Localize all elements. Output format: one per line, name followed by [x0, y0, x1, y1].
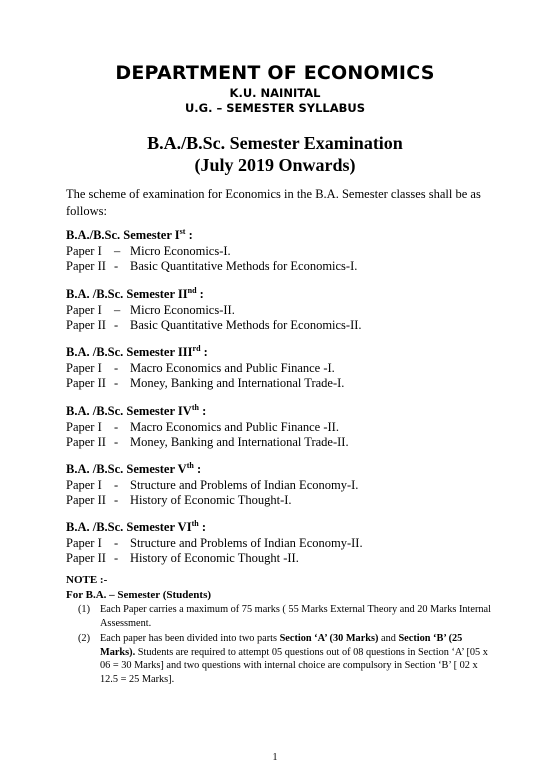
- department-title: DEPARTMENT OF ECONOMICS: [115, 62, 435, 84]
- note-item-number: (1): [78, 604, 91, 615]
- note-title: NOTE :-: [66, 574, 108, 586]
- semester-block-6: [66, 519, 506, 566]
- paper-dash: –: [114, 244, 121, 258]
- note-item-1: [78, 603, 498, 630]
- paper-label: Paper II: [66, 493, 106, 507]
- semester-heading: B.A. /B.Sc. Semester VIth :: [66, 519, 206, 534]
- paper-label: Paper II: [66, 551, 106, 565]
- paper-dash: -: [114, 420, 119, 434]
- paper-row: [66, 420, 506, 435]
- paper-title: History of Economic Thought -II.: [130, 551, 299, 565]
- semester-heading: B.A. /B.Sc. Semester IInd :: [66, 286, 204, 301]
- paper-label: Paper I: [66, 244, 102, 258]
- paper-label: Paper I: [66, 478, 102, 492]
- paper-label: Paper II: [66, 435, 106, 449]
- paper-row: [66, 551, 506, 566]
- note-item-text: Each Paper carries a maximum of 75 marks ( 55 Marks External Theory and 20 Marks Internal Assessment.: [100, 604, 491, 629]
- paper-dash: -: [114, 478, 119, 492]
- paper-row: [66, 376, 506, 391]
- paper-dash: -: [114, 551, 119, 565]
- paper-label: Paper I: [66, 303, 102, 317]
- paper-title: Micro Economics-II.: [130, 303, 235, 317]
- paper-title: Structure and Problems of Indian Economy-I.: [130, 478, 359, 492]
- paper-row: [66, 361, 506, 376]
- paper-label: Paper I: [66, 361, 102, 375]
- paper-label: Paper II: [66, 376, 106, 390]
- exam-period: (July 2019 Onwards): [194, 155, 356, 175]
- section-b-label: Section ‘B’ (25 Marks).: [100, 633, 463, 658]
- semester-block-5: [66, 461, 506, 508]
- paper-label: Paper II: [66, 318, 106, 332]
- paper-dash: -: [114, 493, 119, 507]
- semester-block-4: [66, 403, 506, 450]
- note-item-number: (2): [78, 633, 91, 644]
- paper-title: Structure and Problems of Indian Economy-II.: [130, 536, 363, 550]
- paper-label: Paper II: [66, 259, 106, 273]
- semester-block-3: [66, 344, 506, 391]
- university-name: K.U. NAINITAL: [229, 86, 321, 100]
- semester-heading: B.A. /B.Sc. Semester Vth :: [66, 461, 202, 476]
- section-a-label: Section ‘A’ (30 Marks): [279, 633, 379, 644]
- semester-heading: B.A./B.Sc. Semester Ist :: [66, 227, 193, 242]
- paper-dash: -: [114, 318, 119, 332]
- paper-dash: -: [114, 259, 119, 273]
- paper-title: Basic Quantitative Methods for Economics-II.: [130, 318, 362, 332]
- syllabus-subtitle: U.G. – SEMESTER SYLLABUS: [184, 101, 366, 115]
- paper-title: Macro Economics and Public Finance -II.: [130, 420, 339, 434]
- paper-dash: –: [114, 303, 121, 317]
- paper-dash: -: [114, 435, 119, 449]
- note-item-2: [78, 632, 498, 686]
- paper-dash: -: [114, 536, 119, 550]
- paper-title: History of Economic Thought-I.: [130, 493, 292, 507]
- paper-row: [66, 259, 506, 274]
- paper-row: [66, 303, 506, 318]
- paper-row: [66, 244, 506, 259]
- paper-title: Money, Banking and International Trade-I.: [130, 376, 345, 390]
- paper-dash: -: [114, 361, 119, 375]
- paper-title: Micro Economics-I.: [130, 244, 231, 258]
- semester-heading: B.A. /B.Sc. Semester IIIrd :: [66, 344, 208, 359]
- paper-label: Paper I: [66, 536, 102, 550]
- paper-row: [66, 493, 506, 508]
- semester-heading: B.A. /B.Sc. Semester IVth :: [66, 403, 207, 418]
- paper-row: [66, 435, 506, 450]
- paper-dash: -: [114, 376, 119, 390]
- paper-row: [66, 318, 506, 333]
- paper-title: Macro Economics and Public Finance -I.: [130, 361, 335, 375]
- page-number: 1: [272, 752, 278, 763]
- semester-block-2: [66, 286, 506, 333]
- intro-paragraph: The scheme of examination for Economics in the B.A. Semester classes shall be as follows:: [66, 187, 481, 218]
- paper-title: Basic Quantitative Methods for Economics-I.: [130, 259, 358, 273]
- note-subtitle: For B.A. – Semester (Students): [66, 589, 212, 601]
- exam-title: B.A./B.Sc. Semester Examination: [147, 133, 403, 153]
- paper-row: [66, 536, 506, 551]
- semester-block-1: [66, 227, 506, 274]
- paper-label: Paper I: [66, 420, 102, 434]
- note-item-text: Each paper has been divided into two parts Section ‘A’ (30 Marks) and Section ‘B’ (25 Marks). Students are required to attempt 05 questions out of 08 questions in Section ‘A’ [05 x 06 = 30 Marks] and two questions with internal choice are compulsory in Section ‘B’ [ 02 x 12.5 = 25 Marks].: [100, 633, 488, 685]
- paper-row: [66, 478, 506, 493]
- paper-title: Money, Banking and International Trade-II.: [130, 435, 349, 449]
